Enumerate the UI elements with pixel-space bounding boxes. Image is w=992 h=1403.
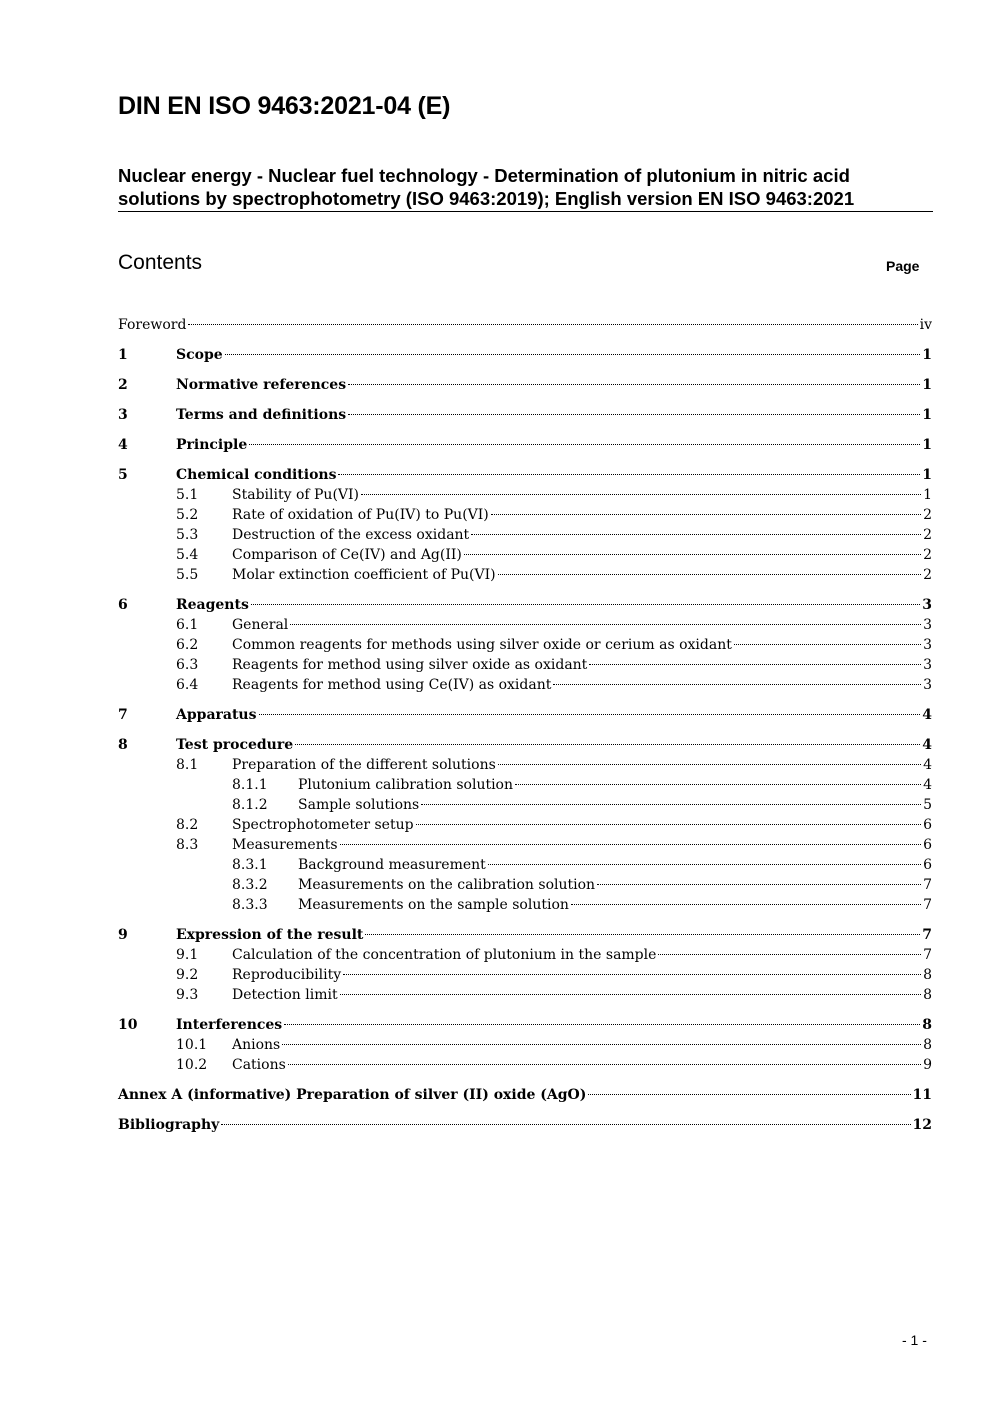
- toc-entry-title: Chemical conditions: [176, 467, 337, 483]
- dot-leader: [571, 903, 921, 905]
- toc-entry-title: Test procedure: [176, 737, 294, 753]
- toc-entry-page: 4: [923, 777, 932, 793]
- toc-entry-title: Measurements: [232, 837, 338, 853]
- dot-leader: [225, 353, 921, 355]
- toc-entry-title: Interferences: [176, 1017, 283, 1033]
- dot-leader: [365, 933, 920, 935]
- toc-entry-page: 7: [922, 927, 932, 943]
- dot-leader: [488, 863, 921, 865]
- toc-entry-page: 4: [922, 737, 932, 753]
- dot-leader: [290, 623, 921, 625]
- toc-entry-title: Scope: [176, 347, 223, 363]
- toc-entry-number: 6.3: [176, 657, 199, 673]
- toc-entry-title: Plutonium calibration solution: [298, 777, 514, 793]
- dot-leader: [295, 743, 920, 745]
- toc-entry-page: 7: [923, 947, 932, 963]
- toc-entry-title: Destruction of the excess oxidant: [232, 527, 470, 543]
- subtitle-line-1: Nuclear energy - Nuclear fuel technology - Determination of plutonium in nitric acid: [118, 165, 850, 186]
- dot-leader: [597, 883, 921, 885]
- toc-entry-number: 5: [118, 467, 128, 483]
- toc-entry-title: Reagents: [176, 597, 249, 613]
- toc-entry-number: 8.1: [176, 757, 199, 773]
- toc-entry-page: 1: [922, 437, 932, 453]
- dot-leader: [589, 663, 921, 665]
- toc-entry-number: 10: [118, 1017, 138, 1033]
- toc-entry-title: Cations: [232, 1057, 286, 1073]
- toc-entry-page: 3: [923, 637, 932, 653]
- dot-leader: [498, 573, 921, 575]
- toc-entry-number: 6.4: [176, 677, 199, 693]
- toc-entry-title: Rate of oxidation of Pu(IV) to Pu(VI): [232, 507, 489, 523]
- toc-entry-page: 8: [923, 987, 932, 1003]
- page-column-heading: Page: [886, 258, 920, 274]
- toc-entry-title: Reagents for method using silver oxide as oxidant: [232, 657, 588, 673]
- toc-entry[interactable]: [118, 635, 932, 655]
- toc-entry[interactable]: [118, 435, 932, 455]
- toc-entry[interactable]: [118, 835, 932, 855]
- dot-leader: [361, 493, 921, 495]
- toc-entry[interactable]: [118, 405, 932, 425]
- toc-entry-number: 2: [118, 377, 128, 393]
- dot-leader: [340, 843, 922, 845]
- dot-leader: [348, 413, 920, 415]
- toc-entry-title: Foreword: [118, 317, 187, 333]
- toc-entry-number: 8.1.2: [232, 797, 268, 813]
- toc-entry-number: 5.4: [176, 547, 199, 563]
- dot-leader: [658, 953, 921, 955]
- document-title: DIN EN ISO 9463:2021-04 (E): [118, 92, 451, 120]
- toc-entry-page: 6: [923, 837, 932, 853]
- toc-entry[interactable]: [118, 545, 932, 565]
- toc-entry-title: Sample solutions: [298, 797, 420, 813]
- document-subtitle: [118, 164, 933, 212]
- toc-entry[interactable]: [118, 945, 932, 965]
- toc-entry-title: Reproducibility: [232, 967, 342, 983]
- dot-leader: [343, 973, 921, 975]
- toc-entry-title: Bibliography: [118, 1117, 220, 1133]
- dot-leader: [464, 553, 921, 555]
- toc-entry-page: 7: [923, 877, 932, 893]
- toc-entry[interactable]: [118, 595, 932, 615]
- dot-leader: [421, 803, 921, 805]
- toc-entry[interactable]: [118, 1115, 932, 1135]
- toc-entry[interactable]: [118, 505, 932, 525]
- page-number: - 1 -: [902, 1332, 927, 1348]
- toc-entry-title: Calculation of the concentration of plutonium in the sample: [232, 947, 657, 963]
- toc-entry[interactable]: [118, 615, 932, 635]
- toc-entry-number: 5.3: [176, 527, 199, 543]
- toc-entry-number: 9.2: [176, 967, 199, 983]
- toc-entry-number: 6.2: [176, 637, 199, 653]
- toc-entry-title: Background measurement: [298, 857, 486, 873]
- toc-entry[interactable]: [118, 1015, 932, 1035]
- toc-entry-title: Measurements on the calibration solution: [298, 877, 596, 893]
- toc-entry-number: 8.3.2: [232, 877, 268, 893]
- toc-entry[interactable]: [118, 375, 932, 395]
- dot-leader: [221, 1123, 910, 1125]
- toc-entry[interactable]: [118, 925, 932, 945]
- toc-entry-title: Comparison of Ce(IV) and Ag(II): [232, 547, 462, 563]
- toc-entry[interactable]: [118, 1035, 932, 1055]
- toc-entry-page: 4: [922, 707, 932, 723]
- dot-leader: [471, 533, 921, 535]
- toc-entry[interactable]: [118, 315, 932, 335]
- toc-entry-title: Principle: [176, 437, 248, 453]
- toc-entry-page: 5: [923, 797, 932, 813]
- toc-entry-number: 5.5: [176, 567, 199, 583]
- dot-leader: [259, 713, 921, 715]
- toc-entry-number: 8.3.1: [232, 857, 268, 873]
- dot-leader: [188, 323, 917, 325]
- toc-entry-page: 1: [923, 487, 932, 503]
- toc-entry-number: 10.1: [176, 1037, 208, 1053]
- toc-entry-page: 3: [923, 657, 932, 673]
- toc-entry-number: 4: [118, 437, 128, 453]
- toc-entry-page: 1: [922, 347, 932, 363]
- toc-entry-number: 7: [118, 707, 128, 723]
- toc-entry-page: 8: [922, 1017, 932, 1033]
- toc-entry-page: 1: [922, 407, 932, 423]
- toc-entry[interactable]: [118, 705, 932, 725]
- toc-entry[interactable]: [118, 965, 932, 985]
- toc-entry[interactable]: [118, 345, 932, 365]
- dot-leader: [284, 1023, 920, 1025]
- toc-entry-number: 5.1: [176, 487, 199, 503]
- toc-entry-title: Stability of Pu(VI): [232, 487, 360, 503]
- toc-entry-page: 7: [923, 897, 932, 913]
- toc-entry-number: 1: [118, 347, 128, 363]
- toc-entry-title: Expression of the result: [176, 927, 364, 943]
- toc-entry-title: Apparatus: [176, 707, 257, 723]
- toc-entry-number: 9.3: [176, 987, 199, 1003]
- toc-entry[interactable]: [118, 1055, 932, 1075]
- toc-entry-title: Normative references: [176, 377, 347, 393]
- toc-entry-number: 5.2: [176, 507, 199, 523]
- toc-entry-title: Spectrophotometer setup: [232, 817, 414, 833]
- toc-entry-number: 9.1: [176, 947, 199, 963]
- toc-entry-number: 6: [118, 597, 128, 613]
- dot-leader: [288, 1063, 921, 1065]
- toc-entry-number: 8: [118, 737, 128, 753]
- toc-entry-title: Measurements on the sample solution: [298, 897, 569, 913]
- toc-entry-page: 2: [923, 527, 932, 543]
- dot-leader: [515, 783, 921, 785]
- dot-leader: [553, 683, 921, 685]
- toc-entry[interactable]: [118, 525, 932, 545]
- toc-entry-page: 3: [923, 617, 932, 633]
- toc-entry-page: 9: [923, 1057, 932, 1073]
- toc-entry-page: 8: [923, 967, 932, 983]
- contents-heading: Contents: [118, 251, 203, 274]
- toc-entry-page: 1: [922, 377, 932, 393]
- toc-entry-page: 6: [923, 857, 932, 873]
- dot-leader: [251, 603, 920, 605]
- dot-leader: [588, 1093, 910, 1095]
- toc-entry[interactable]: [118, 985, 932, 1005]
- toc-entry-number: 8.2: [176, 817, 199, 833]
- toc-entry-title: Annex A (informative) Preparation of silver (II) oxide (AgO): [118, 1087, 587, 1103]
- toc-entry-page: 6: [923, 817, 932, 833]
- dot-leader: [348, 383, 920, 385]
- toc-entry-page: 3: [923, 677, 932, 693]
- toc-entry-number: 6.1: [176, 617, 199, 633]
- toc-entry[interactable]: [118, 465, 932, 485]
- toc-entry-page: 2: [923, 547, 932, 563]
- toc-entry[interactable]: [118, 735, 932, 755]
- toc-entry-page: 4: [923, 757, 932, 773]
- toc-entry-page: 2: [923, 567, 932, 583]
- toc-entry-page: 12: [912, 1117, 932, 1133]
- dot-leader: [282, 1043, 921, 1045]
- toc-entry-page: 11: [912, 1087, 932, 1103]
- toc-entry-title: Terms and definitions: [176, 407, 347, 423]
- toc-entry-number: 10.2: [176, 1057, 208, 1073]
- toc-entry-title: General: [232, 617, 289, 633]
- toc-entry-number: 8.3.3: [232, 897, 268, 913]
- toc-entry-title: Molar extinction coefficient of Pu(VI): [232, 567, 496, 583]
- dot-leader: [491, 513, 921, 515]
- toc-entry-page: 1: [922, 467, 932, 483]
- toc-entry[interactable]: [118, 1085, 932, 1105]
- toc-entry[interactable]: [118, 655, 932, 675]
- dot-leader: [249, 443, 920, 445]
- toc-entry-title: Common reagents for methods using silver oxide or cerium as oxidant: [232, 637, 732, 653]
- toc-entry[interactable]: [118, 565, 932, 585]
- dot-leader: [340, 993, 921, 995]
- toc-entry[interactable]: [118, 485, 932, 505]
- toc-entry-title: Anions: [232, 1037, 281, 1053]
- toc-entry[interactable]: [118, 815, 932, 835]
- toc-entry[interactable]: [118, 875, 932, 895]
- toc-entry-number: 9: [118, 927, 128, 943]
- dot-leader: [416, 823, 922, 825]
- dot-leader: [338, 473, 920, 475]
- toc-entry[interactable]: [118, 855, 932, 875]
- toc-entry-page: iv: [919, 317, 932, 333]
- dot-leader: [734, 643, 921, 645]
- toc-entry-page: 3: [922, 597, 932, 613]
- toc-entry[interactable]: [118, 795, 932, 815]
- toc-entry-page: 8: [923, 1037, 932, 1053]
- toc-entry-title: Preparation of the different solutions: [232, 757, 496, 773]
- toc-entry-title: Reagents for method using Ce(IV) as oxidant: [232, 677, 552, 693]
- toc-entry-number: 8.1.1: [232, 777, 268, 793]
- table-of-contents: [118, 315, 932, 1135]
- toc-entry[interactable]: [118, 775, 932, 795]
- dot-leader: [498, 763, 921, 765]
- toc-entry[interactable]: [118, 755, 932, 775]
- toc-entry-page: 2: [923, 507, 932, 523]
- toc-entry-number: 3: [118, 407, 128, 423]
- toc-entry-number: 8.3: [176, 837, 199, 853]
- toc-entry[interactable]: [118, 675, 932, 695]
- toc-entry[interactable]: [118, 895, 932, 915]
- subtitle-line-2: solutions by spectrophotometry (ISO 9463:2019); English version EN ISO 9463:2021: [118, 188, 855, 209]
- toc-entry-title: Detection limit: [232, 987, 338, 1003]
